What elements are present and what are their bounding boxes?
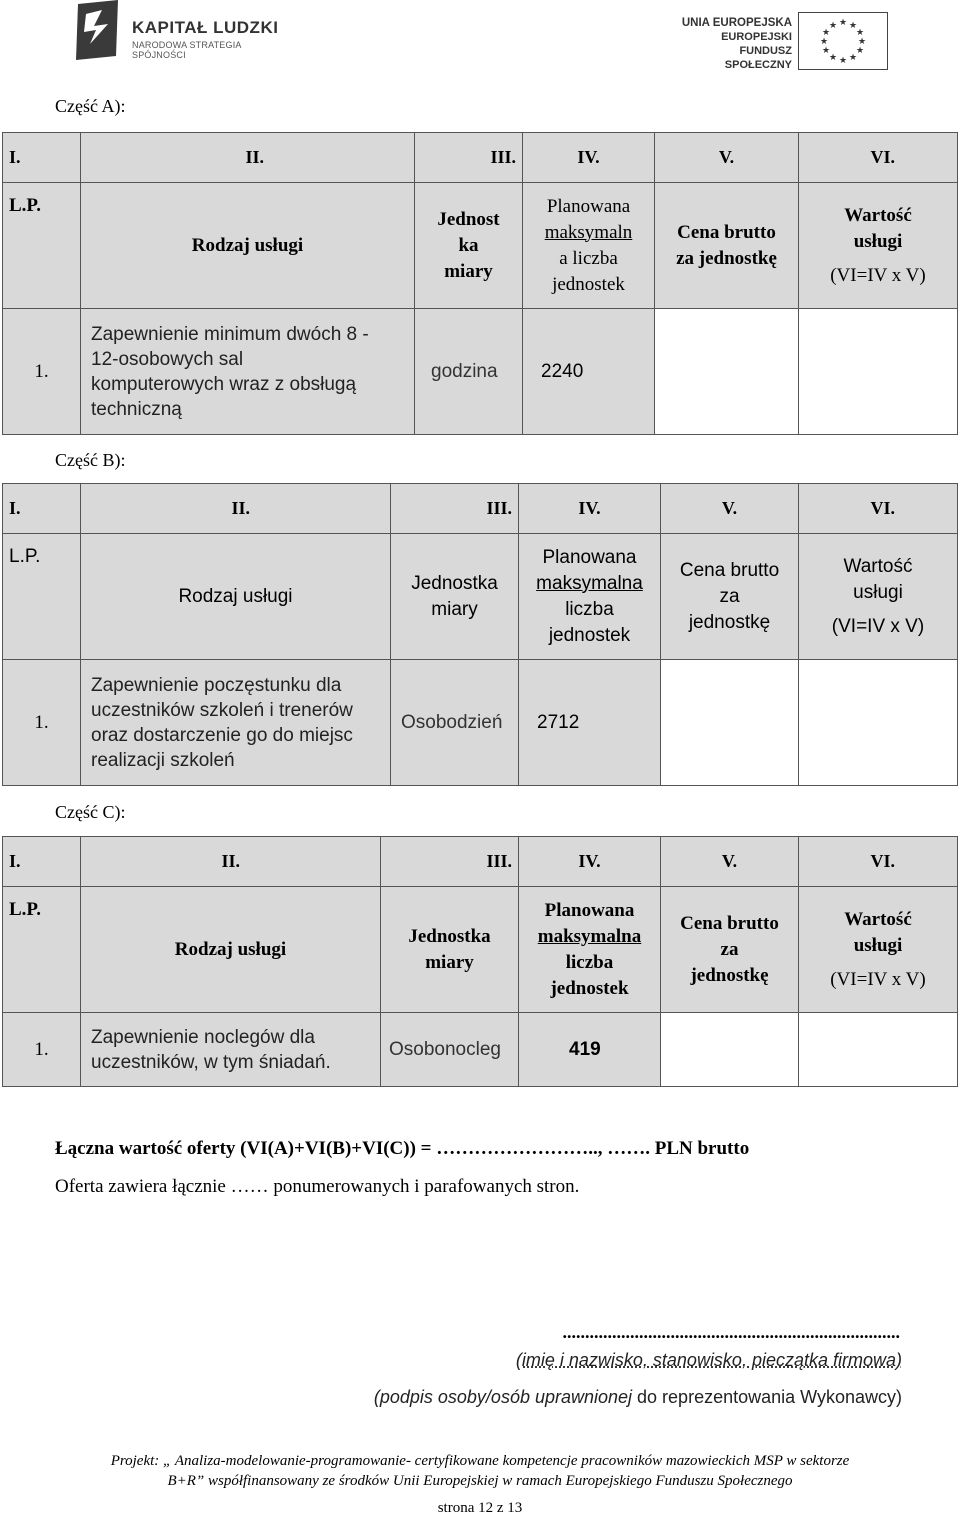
value-header-l1: Wartość [843, 555, 913, 577]
row-service [81, 1013, 381, 1087]
price-header-l2: za [720, 938, 739, 960]
roman-4: IV. [523, 133, 655, 183]
planned-header-l1: Planowana [546, 195, 631, 217]
row-service-l3: komputerowych wraz z obsługą [91, 373, 357, 395]
row-lp: 1. [3, 309, 81, 435]
unit-header-l2: miary [425, 951, 474, 973]
row-lp: 1. [3, 1013, 81, 1087]
unit-header [415, 183, 523, 309]
row-service-l2: uczestników szkoleń i trenerów [91, 699, 353, 721]
svg-text:★: ★ [821, 27, 831, 37]
value-header-l2: usługi [853, 230, 903, 252]
row-unit: Osobonocleg [381, 1013, 519, 1087]
signature-authorization-italic: (podpis osoby/osób uprawnionej [373, 1387, 633, 1407]
roman-3: III. [415, 133, 523, 183]
row-price-input[interactable] [661, 660, 799, 786]
service-header: Rodzaj usługi [81, 183, 415, 309]
row-service-l2: 12-osobowych sal [91, 348, 244, 370]
eu-flag-icon [798, 12, 888, 70]
roman-2: II. [81, 133, 415, 183]
unit-header-l1: Jednostka [411, 572, 498, 594]
planned-header-l4: jednostek [550, 977, 629, 999]
price-header [655, 183, 799, 309]
part-a-table [2, 132, 958, 435]
pages-count-line: Oferta zawiera łącznie …… ponumerowanych i parafowanych stron. [55, 1176, 580, 1197]
part-b-title: Część B): [55, 450, 126, 470]
row-service-l2: uczestników, w tym śniadań. [91, 1051, 331, 1073]
column-header-row [3, 887, 958, 1013]
roman-6: VI. [799, 837, 958, 887]
column-header-row [3, 183, 958, 309]
row-unit: Osobodzień [391, 660, 519, 786]
row-value-input[interactable] [799, 660, 958, 786]
row-value-input[interactable] [799, 1013, 958, 1087]
unit-header [391, 534, 519, 660]
row-service-l1: Zapewnienie minimum dwóch 8 - [91, 323, 369, 345]
svg-text:★: ★ [848, 20, 858, 30]
svg-text:★: ★ [819, 36, 829, 46]
planned-header-l3: liczba [565, 598, 614, 620]
roman-header-row [3, 133, 958, 183]
roman-1: I. [3, 484, 81, 534]
signature-authorization-rest: do reprezentowania Wykonawcy) [632, 1387, 902, 1407]
unit-header [381, 887, 519, 1013]
eu-line2: EUROPEJSKI [721, 31, 792, 43]
planned-header [519, 887, 661, 1013]
planned-header-l4: jednostek [552, 273, 625, 295]
planned-header-l2: maksymalna [536, 572, 643, 594]
roman-4: IV. [519, 484, 661, 534]
unit-header-l2: miary [431, 598, 478, 620]
roman-6: VI. [799, 133, 958, 183]
svg-text:★: ★ [855, 27, 865, 37]
roman-6: VI. [799, 484, 958, 534]
row-lp: 1. [3, 660, 81, 786]
signature-caption: (imię i nazwisko, stanowisko, pieczątka firmowa) [515, 1350, 902, 1370]
row-service-l1: Zapewnienie noclegów dla [91, 1026, 315, 1048]
kapital-ludzki-emblem-icon [72, 0, 122, 60]
row-planned: 419 [519, 1013, 661, 1087]
planned-header-l1: Planowana [544, 899, 635, 921]
service-header: Rodzaj usługi [81, 534, 391, 660]
kl-subtitle: NARODOWA STRATEGIA SPÓJNOŚCI [132, 40, 242, 60]
roman-header-row [3, 484, 958, 534]
column-header-row [3, 534, 958, 660]
lp-header: L.P. [3, 887, 81, 1013]
row-unit: godzina [415, 309, 523, 435]
unit-header-l3: miary [444, 260, 493, 282]
row-price-input[interactable] [655, 309, 799, 435]
value-header [799, 887, 958, 1013]
price-header-l2: za jednostkę [676, 247, 777, 269]
row-service-l3: oraz dostarczenie go do miejsc [91, 724, 353, 746]
svg-text:★: ★ [828, 20, 838, 30]
svg-text:★: ★ [855, 45, 865, 55]
roman-2: II. [81, 484, 391, 534]
price-header-l1: Cena brutto [677, 221, 776, 243]
signature-dots: ........................................................................... [562, 1322, 900, 1342]
roman-5: V. [661, 484, 799, 534]
footer-line2: B+R” współfinansowany ze środków Unii Europejskiej w ramach Europejskiego Funduszu Społecznego [167, 1473, 793, 1489]
row-service-l1: Zapewnienie poczęstunku dla [91, 674, 342, 696]
svg-text:★: ★ [828, 52, 838, 62]
roman-header-row [3, 837, 958, 887]
price-header-l3: jednostkę [690, 964, 769, 986]
value-header-l2: usługi [853, 934, 903, 956]
price-header-l2: za [719, 585, 740, 607]
value-header [799, 534, 958, 660]
svg-text:★: ★ [838, 55, 848, 65]
table-row [3, 660, 958, 786]
roman-4: IV. [519, 837, 661, 887]
price-header-l3: jednostkę [688, 611, 771, 633]
signature-authorization [374, 1387, 902, 1408]
price-header [661, 887, 799, 1013]
roman-3: III. [381, 837, 519, 887]
service-header: Rodzaj usługi [81, 887, 381, 1013]
planned-header-l4: jednostek [548, 624, 631, 646]
row-price-input[interactable] [661, 1013, 799, 1087]
value-header-l1: Wartość [844, 908, 912, 930]
roman-5: V. [655, 133, 799, 183]
table-row [3, 1013, 958, 1087]
unit-header-l1: Jednost [437, 208, 500, 230]
kl-title: KAPITAŁ LUDZKI [132, 18, 279, 37]
value-header-l3: (VI=IV x V) [831, 615, 925, 637]
roman-2: II. [81, 837, 381, 887]
row-planned: 2240 [523, 309, 655, 435]
svg-text:★: ★ [848, 52, 858, 62]
part-c-title: Część C): [55, 802, 126, 822]
planned-header-l2: maksymalna [537, 925, 642, 947]
lp-header: L.P. [3, 183, 81, 309]
price-header-l1: Cena brutto [679, 559, 780, 581]
value-header-l3: (VI=IV x V) [830, 968, 926, 990]
eu-line1: UNIA EUROPEJSKA [681, 17, 792, 29]
value-header-l2: usługi [853, 581, 903, 603]
page-number: strona 12 z 13 [437, 1500, 523, 1516]
table-row [3, 309, 958, 435]
total-value-line: Łączna wartość oferty (VI(A)+VI(B)+VI(C)) = …………………….., ……. PLN brutto [55, 1138, 750, 1159]
row-service-l4: techniczną [91, 398, 182, 420]
value-header [799, 183, 958, 309]
value-header-l3: (VI=IV x V) [830, 264, 926, 286]
svg-text:★: ★ [857, 36, 867, 46]
value-header-l1: Wartość [844, 204, 912, 226]
planned-header [519, 534, 661, 660]
planned-header-l1: Planowana [542, 546, 637, 568]
eu-logo-text [678, 16, 792, 72]
eu-line3: FUNDUSZ SPOŁECZNY [724, 45, 792, 71]
eu-logo [678, 12, 888, 70]
roman-3: III. [391, 484, 519, 534]
kapital-ludzki-logo [72, 0, 292, 66]
footer-line1: Projekt: „ Analiza-modelowanie-programowanie- certyfikowane kompetencje pracowników mazowieckich MSP w sektorze [110, 1453, 850, 1469]
footer-project [0, 1451, 960, 1491]
part-b-table [2, 483, 958, 786]
roman-1: I. [3, 133, 81, 183]
row-service [81, 309, 415, 435]
part-c-table [2, 836, 958, 1087]
row-planned: 2712 [519, 660, 661, 786]
svg-text:★: ★ [821, 45, 831, 55]
roman-5: V. [661, 837, 799, 887]
lp-header: L.P. [3, 534, 81, 660]
svg-text:★: ★ [838, 17, 848, 27]
planned-header [523, 183, 655, 309]
row-service [81, 660, 391, 786]
planned-header-l3: a liczba [559, 247, 618, 269]
unit-header-l1: Jednostka [408, 925, 491, 947]
planned-header-l2: maksymaln [544, 221, 633, 243]
planned-header-l3: liczba [565, 951, 614, 973]
roman-1: I. [3, 837, 81, 887]
price-header [661, 534, 799, 660]
row-service-l4: realizacji szkoleń [91, 749, 235, 771]
unit-header-l2: ka [458, 234, 479, 256]
part-a-title: Część A): [55, 96, 126, 116]
row-value-input[interactable] [799, 309, 958, 435]
price-header-l1: Cena brutto [680, 912, 779, 934]
